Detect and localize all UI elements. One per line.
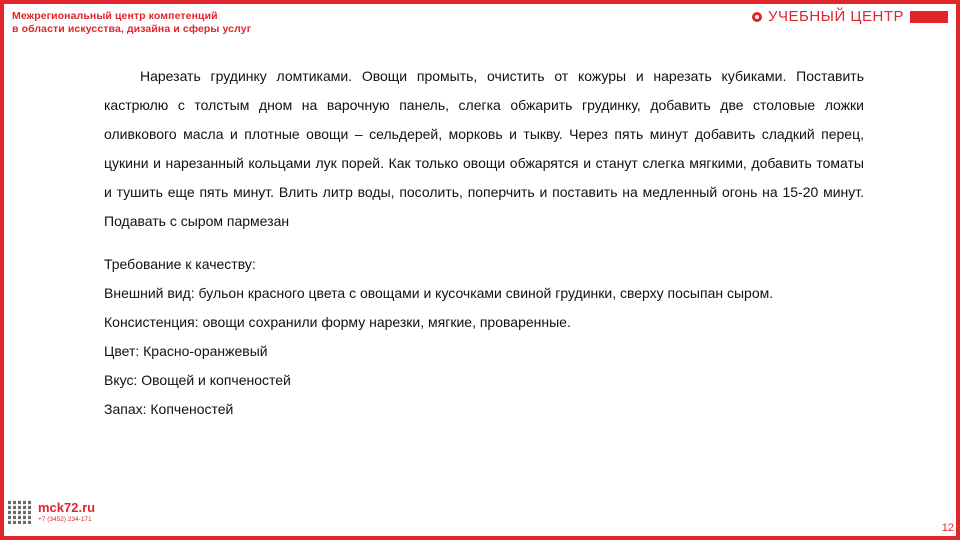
recipe-content: [104, 62, 864, 424]
quality-title: Требование к качеству:: [104, 256, 256, 272]
footer-contacts: [38, 501, 95, 524]
qr-code-icon: [8, 500, 32, 524]
quality-taste: Вкус: Овощей и копченостей: [104, 372, 291, 388]
page-number: 12: [941, 522, 954, 534]
quality-color: Цвет: Красно-оранжевый: [104, 343, 268, 359]
org-line-2: в области искусства, дизайна и сферы услуг: [12, 22, 252, 35]
org-line-1: Межрегиональный центр компетенций: [12, 10, 218, 22]
quality-appearance: Внешний вид: бульон красного цвета с овощами и кусочками свиной грудинки, сверху посыпан сыром.: [104, 285, 774, 301]
quality-smell: Запах: Копченостей: [104, 401, 234, 417]
circle-icon: [752, 12, 762, 22]
site-link[interactable]: mck72.ru: [38, 499, 96, 515]
brand-logo: [752, 8, 948, 25]
brand-name: УЧЕБНЫЙ ЦЕНТР: [767, 8, 904, 25]
recipe-paragraph: Нарезать грудинку ломтиками. Овощи промыть, очистить от кожуры и нарезать кубиками. Поставить кастрюлю с толстым дном на варочную панель, слегка обжарить грудинку, добавить две столовые ложки оливкового масла и плотные овощи – сельдерей, морковь и тыкву. Через пять минут добавить сладкий перец, цукини и нарезанный кольцами лук порей. Как только овощи обжарятся и станут слегка мягкими, добавить томаты и тушить еще пять минут. Влить литр воды, посолить, поперчить и поставить на медленный огонь на 15-20 минут. Подавать с сыром пармезан: [104, 68, 864, 229]
brand-tag: [910, 11, 948, 23]
quality-section: [104, 250, 864, 424]
footer: [8, 500, 95, 524]
quality-consistency: Консистенция: овощи сохранили форму нарезки, мягкие, проваренные.: [104, 314, 571, 330]
phone-number: +7 (3452) 234-171: [38, 515, 92, 523]
organization-title: [12, 10, 251, 35]
